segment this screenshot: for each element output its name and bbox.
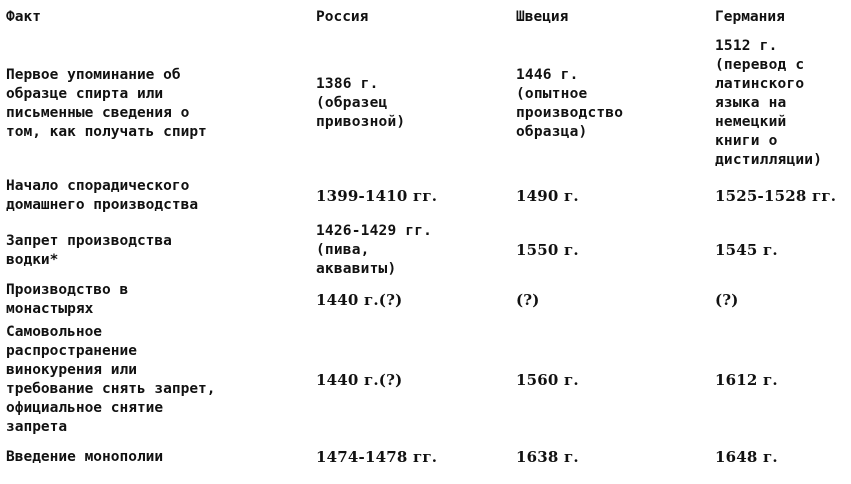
table-row bbox=[3, 321, 848, 439]
russia-cell: 1399-1410 гг. bbox=[316, 186, 438, 205]
header-germany: Германия bbox=[715, 9, 785, 25]
table-row bbox=[3, 37, 848, 170]
header-row bbox=[3, 1, 848, 37]
russia-cell: 1440 г.(?) bbox=[316, 290, 403, 309]
russia-cell: 1426-1429 гг. (пива, аквавиты) bbox=[316, 223, 433, 277]
sweden-cell: 1560 г. bbox=[516, 370, 579, 389]
sweden-cell: 1550 г. bbox=[516, 241, 579, 259]
comparison-table bbox=[3, 1, 848, 475]
fact-cell: Самовольное распространение винокурения или требование снять запрет, официальное снятие запрета bbox=[6, 324, 216, 435]
germany-cell: 1525-1528 гг. bbox=[715, 186, 837, 205]
germany-cell: 1648 г. bbox=[715, 447, 778, 466]
fact-cell: Начало спорадического домашнего производства bbox=[6, 178, 199, 213]
table-row bbox=[3, 170, 848, 222]
header-fact: Факт bbox=[6, 9, 41, 25]
germany-cell: 1545 г. bbox=[715, 241, 778, 259]
russia-cell: 1474-1478 гг. bbox=[316, 447, 438, 466]
germany-cell: 1612 г. bbox=[715, 370, 778, 389]
sweden-cell: 1446 г. (опытное производство образца) bbox=[516, 66, 624, 140]
russia-cell: 1386 г. (образец привозной) bbox=[316, 76, 406, 130]
fact-cell: Введение монополии bbox=[6, 448, 164, 465]
table-row bbox=[3, 279, 848, 321]
sweden-cell: 1490 г. bbox=[516, 186, 579, 205]
fact-cell: Запрет производства водки* bbox=[6, 232, 172, 268]
sweden-cell: (?) bbox=[516, 290, 540, 309]
sweden-cell: 1638 г. bbox=[516, 447, 579, 466]
table-row bbox=[3, 222, 848, 279]
germany-cell: 1512 г. (перевод с латинского языка на немецкий книги о дистилляции) bbox=[715, 38, 823, 168]
header-russia: Россия bbox=[316, 9, 369, 25]
fact-cell: Первое упоминание об образце спирта или письменные сведения о том, как получать спирт bbox=[6, 66, 207, 140]
germany-cell: (?) bbox=[715, 290, 739, 309]
table-row bbox=[3, 439, 848, 475]
fact-cell: Производство в монастырях bbox=[6, 282, 129, 317]
russia-cell: 1440 г.(?) bbox=[316, 370, 403, 389]
header-sweden: Швеция bbox=[516, 9, 569, 25]
